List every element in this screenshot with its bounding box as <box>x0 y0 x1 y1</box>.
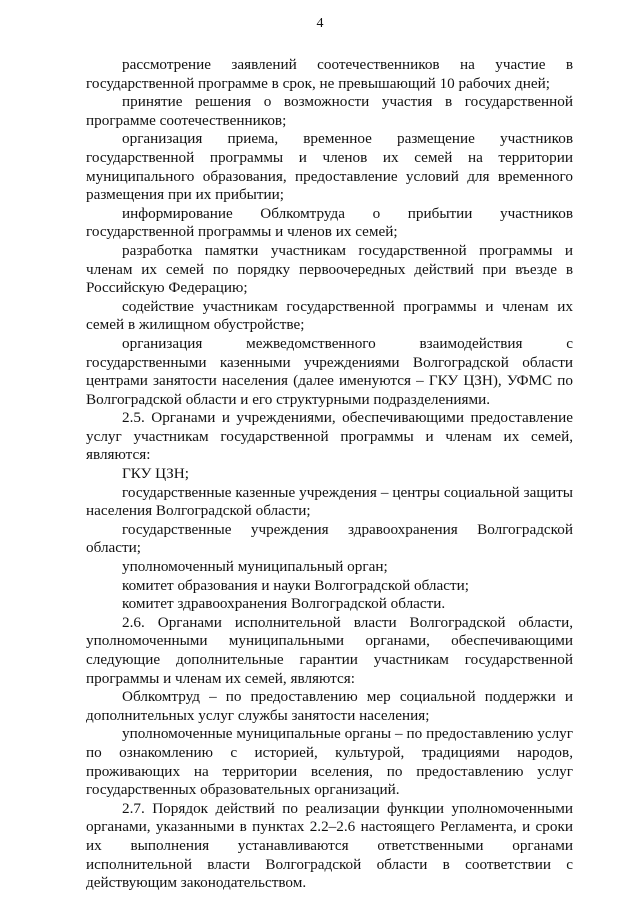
paragraph: разработка памятки участникам государственной программы и членам их семей по порядку первоочередных действий при въезде в Российскую Федерацию; <box>86 241 573 297</box>
paragraph: комитет образования и науки Волгоградской области; <box>122 576 469 594</box>
paragraph: Облкомтруд – по предоставлению мер социальной поддержки и дополнительных услуг службы занятости населения; <box>86 688 573 724</box>
paragraph: информирование Облкомтруда о прибытии участников государственной программы и членов их семей; <box>86 204 573 241</box>
paragraph: 2.7. Порядок действий по реализации функции уполномоченными органами, указанными в пунктах 2.2–2.6 настоящего Регламента, и сроки их выполнения устанавливаются ответственными органами исполнительной власти Волгоградской области в соответствии с действующим законодательством. <box>86 799 573 892</box>
paragraph: государственные казенные учреждения – центры социальной защиты населения Волгоградской области; <box>86 483 573 520</box>
paragraph: организация приема, временное размещение участников государственной программы и членов их семей на территории муниципального образования, предоставление условий для временного размещения при их прибытии; <box>86 130 573 204</box>
page-number: 4 <box>316 16 324 31</box>
paragraph: комитет здравоохранения Волгоградской области. <box>122 595 446 613</box>
paragraph: 2.6. Органами исполнительной власти Волгоградской области, уполномоченными муниципальными органами, обеспечивающими следующие дополнительные гарантии участникам государственной программы и членам их семей, являются: <box>86 613 573 687</box>
paragraph: уполномоченные муниципальные органы – по предоставлению услуг по ознакомлению с историей, культурой, традициями народов, проживающих на территории вселения, по предоставлению услуг государственных образовательных организаций. <box>86 725 573 799</box>
paragraph: принятие решения о возможности участия в государственной программе соотечественников; <box>86 93 573 129</box>
paragraph: содействие участникам государственной программы и членам их семей в жилищном обустройстве; <box>86 297 573 334</box>
paragraph: организация межведомственного взаимодействия с государственными казенными учреждениями Волгоградской области центрами занятости населения (далее именуются – ГКУ ЦЗН), УФМС по Волгоградской области и его структурными подразделениями. <box>86 334 573 408</box>
paragraph: рассмотрение заявлений соотечественников на участие в государственной программе в срок, не превышающий 10 рабочих дней; <box>86 56 573 92</box>
document-body <box>86 56 573 893</box>
paragraph: государственные учреждения здравоохранения Волгоградской области; <box>86 520 573 557</box>
paragraph: 2.5. Органами и учреждениями, обеспечивающими предоставление услуг участникам государственной программы и членам их семей, являются: <box>86 409 573 464</box>
paragraph: ГКУ ЦЗН; <box>122 465 189 483</box>
paragraph: уполномоченный муниципальный орган; <box>122 558 388 576</box>
